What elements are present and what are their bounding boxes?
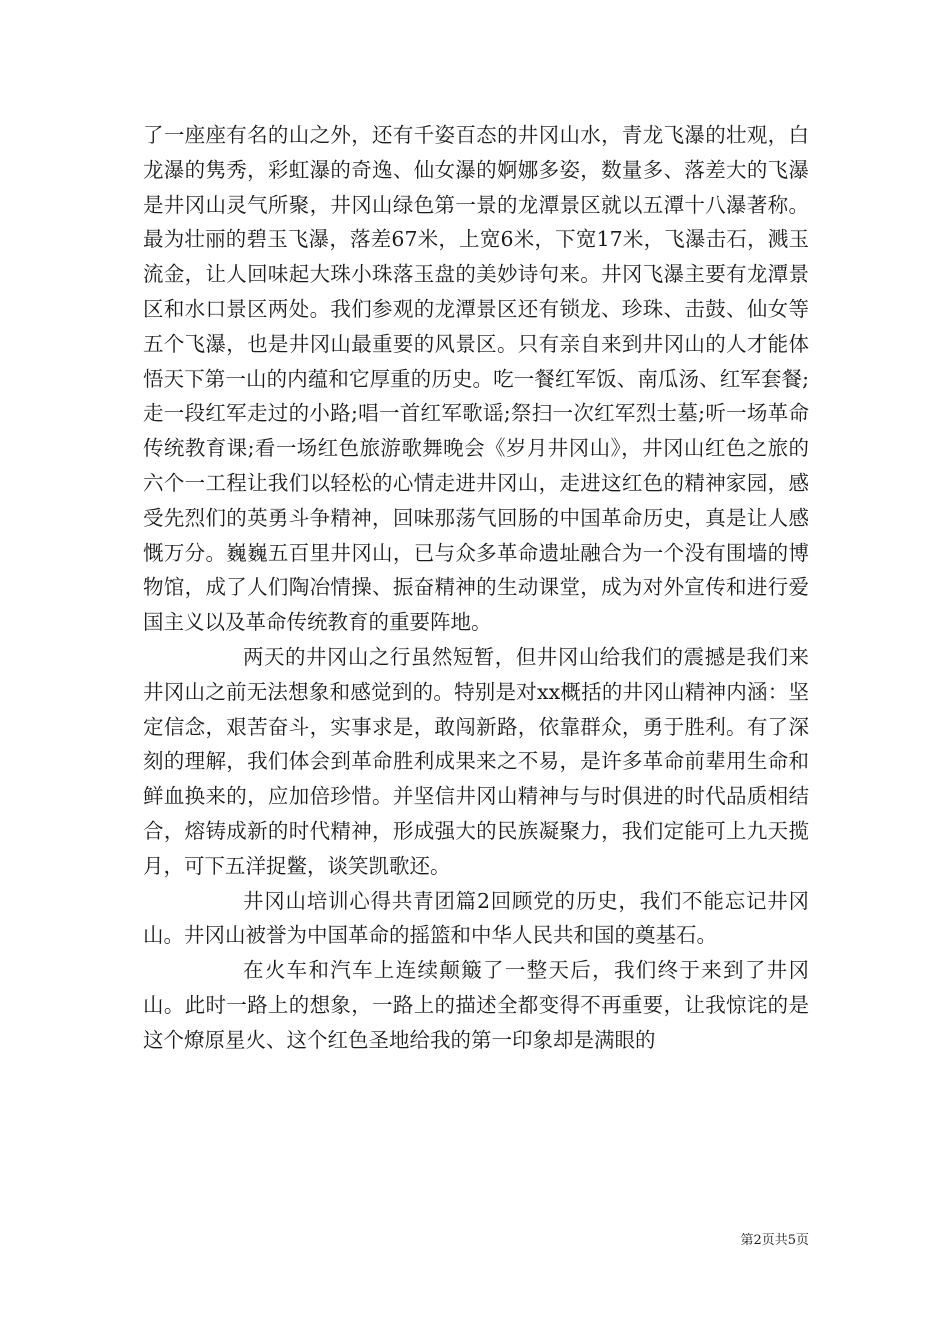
paragraph-1: 了一座座有名的山之外，还有千姿百态的井冈山水，青龙飞瀑的壮观，白龙瀑的隽秀，彩虹瀑的奇逸、仙女瀑的婀娜多姿，数量多、落差大的飞瀑是井冈山灵气所聚，井冈山绿色第一景的龙潭景区就以五潭十八瀑著称。最为壮丽的碧玉飞瀑，落差67米，上宽6米，下宽17米，飞瀑击石，溅玉流金，让人回味起大珠小珠落玉盘的美妙诗句来。井冈飞瀑主要有龙潭景区和水口景区两处。我们参观的龙潭景区还有锁龙、珍珠、击鼓、仙女等五个飞瀑，也是井冈山最重要的风景区。只有亲自来到井冈山的人才能体悟天下第一山的内蕴和它厚重的历史。吃一餐红军饭、南瓜汤、红军套餐;走一段红军走过的小路;唱一首红军歌谣;祭扫一次红军烈士墓;听一场革命传统教育课;看一场红色旅游歌舞晚会《岁月井冈山》，井冈山红色之旅的六个一工程让我们以轻松的心情走进井冈山，走进这红色的精神家园，感受先烈们的英勇斗争精神，回味那荡气回肠的中国革命历史，真是让人感慨万分。巍巍五百里井冈山，已与众多革命遗址融合为一个没有围墙的博物馆，成了人们陶冶情操、振奋精神的生动课堂，成为对外宣传和进行爱国主义以及革命传统教育的重要阵地。	[143, 123, 809, 635]
page-number: 第2页共5页	[740, 1233, 809, 1248]
paragraph-2: 两天的井冈山之行虽然短暂，但井冈山给我们的震撼是我们来井冈山之前无法想象和感觉到的。特别是对xx概括的井冈山精神内涵：坚定信念，艰苦奋斗，实事求是，敢闯新路，依靠群众，勇于胜利。有了深刻的理解，我们体会到革命胜利成果来之不易，是许多革命前辈用生命和鲜血换来的，应加倍珍惜。并坚信井冈山精神与与时俱进的时代品质相结合，熔铸成新的时代精神，形成强大的民族凝聚力，我们定能可上九天揽月，可下五洋捉鳖，谈笑凯歌还。	[143, 644, 809, 878]
paragraph-3: 井冈山培训心得共青团篇2回顾党的历史，我们不能忘记井冈山。井冈山被誉为中国革命的摇篮和中华人民共和国的奠基石。	[143, 888, 809, 948]
paragraph-4: 在火车和汽车上连续颠簸了一整天后，我们终于来到了井冈山。此时一路上的想象，一路上的描述全都变得不再重要，让我惊诧的是这个燎原星火、这个红色圣地给我的第一印象却是满眼的	[143, 958, 809, 1052]
document-body	[143, 118, 809, 1058]
